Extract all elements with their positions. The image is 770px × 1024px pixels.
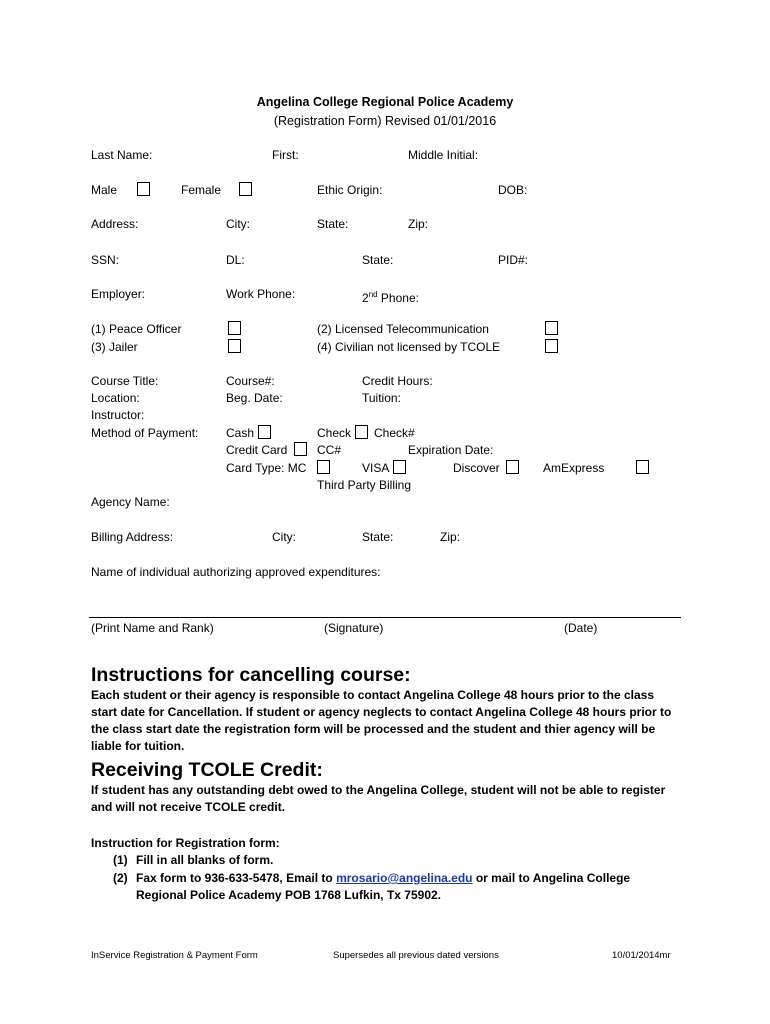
zip-label: Zip:	[408, 217, 429, 231]
ssn-label: SSN:	[91, 253, 120, 267]
dob-label: DOB:	[498, 183, 528, 197]
employer-label: Employer:	[91, 287, 146, 301]
visa-checkbox[interactable]	[393, 460, 406, 474]
peace-officer-label: (1) Peace Officer	[91, 322, 182, 336]
instructor-label: Instructor:	[91, 408, 145, 422]
location-label: Location:	[91, 391, 140, 405]
female-checkbox[interactable]	[239, 182, 252, 196]
billing-address-label: Billing Address:	[91, 530, 174, 544]
form-title: Angelina College Regional Police Academy	[256, 95, 514, 109]
email-link[interactable]: mrosario@angelina.edu	[336, 871, 473, 885]
pid-label: PID#:	[498, 253, 529, 267]
cancel-heading: Instructions for cancelling course:	[91, 664, 411, 686]
instructions-heading: Instruction for Registration form:	[91, 836, 280, 850]
signature-label: (Signature)	[324, 621, 384, 635]
course-title-label: Course Title:	[91, 374, 159, 388]
ethic-origin-label: Ethic Origin:	[317, 183, 383, 197]
tcole-heading: Receiving TCOLE Credit:	[91, 759, 323, 781]
check-checkbox[interactable]	[355, 425, 368, 439]
instruction-step-1: Fill in all blanks of form.	[136, 853, 274, 867]
female-label: Female	[181, 183, 222, 197]
cc-number-label: CC#	[317, 443, 342, 457]
footer-supersedes: Supersedes all previous dated versions	[333, 950, 499, 961]
discover-checkbox[interactable]	[506, 460, 519, 474]
instruction-step-1-number: (1)	[113, 853, 128, 867]
state-label: State:	[317, 217, 349, 231]
beg-date-label: Beg. Date:	[226, 391, 283, 405]
city-label: City:	[226, 217, 250, 231]
jailer-label: (3) Jailer	[91, 340, 138, 354]
billing-state-label: State:	[362, 530, 394, 544]
visa-label: VISA	[362, 461, 390, 475]
billing-city-label: City:	[272, 530, 296, 544]
telecom-label: (2) Licensed Telecommunication	[317, 322, 489, 336]
civilian-checkbox[interactable]	[545, 339, 558, 353]
mc-checkbox[interactable]	[317, 460, 330, 474]
telecom-checkbox[interactable]	[545, 321, 558, 335]
check-number-label: Check#	[374, 426, 415, 440]
date-label: (Date)	[564, 621, 598, 635]
cash-label: Cash	[226, 426, 255, 440]
signature-line	[89, 617, 681, 618]
footer-version: 10/01/2014mr	[612, 950, 671, 961]
cash-checkbox[interactable]	[258, 425, 271, 439]
credit-card-checkbox[interactable]	[294, 442, 307, 456]
amexpress-label: AmExpress	[543, 461, 605, 475]
tuition-label: Tuition:	[362, 391, 401, 405]
first-name-label: First:	[272, 148, 299, 162]
instruction-step-2: Fax form to 936-633-5478, Email to mrosario@angelina.edu or mail to Angelina College	[136, 871, 631, 885]
male-checkbox[interactable]	[137, 182, 150, 196]
instruction-step-2-number: (2)	[113, 871, 128, 885]
last-name-label: Last Name:	[91, 148, 153, 162]
third-party-billing-label: Third Party Billing	[317, 478, 412, 492]
middle-initial-label: Middle Initial:	[408, 148, 479, 162]
course-number-label: Course#:	[226, 374, 275, 388]
footer-form-name: InService Registration & Payment Form	[91, 950, 258, 961]
tcole-body: If student has any outstanding debt owed to the Angelina College, student will not be able to register and will not receive TCOLE credit.	[91, 783, 666, 814]
address-label: Address:	[91, 217, 139, 231]
cancel-body: Each student or their agency is responsible to contact Angelina College 48 hours prior to the class start date for Cancellation. If student or agency neglects to contact Angelina College 48 hours prior to the class start date the registration form will be processed and the student and thier agency will be liable for tuition.	[91, 688, 672, 753]
peace-officer-checkbox[interactable]	[228, 321, 241, 335]
form-subtitle: (Registration Form) Revised 01/01/2016	[273, 114, 497, 128]
expiration-date-label: Expiration Date:	[408, 443, 494, 457]
billing-zip-label: Zip:	[440, 530, 461, 544]
amexpress-checkbox[interactable]	[636, 460, 649, 474]
work-phone-label: Work Phone:	[226, 287, 296, 301]
print-name-label: (Print Name and Rank)	[91, 621, 214, 635]
method-of-payment-label: Method of Payment:	[91, 426, 199, 440]
agency-name-label: Agency Name:	[91, 495, 170, 509]
male-label: Male	[91, 183, 118, 197]
dl-state-label: State:	[362, 253, 394, 267]
authorizing-label: Name of individual authorizing approved expenditures:	[91, 565, 381, 579]
dl-label: DL:	[226, 253, 245, 267]
second-phone-label: 2nd Phone:	[362, 290, 419, 305]
check-label: Check	[317, 426, 352, 440]
discover-label: Discover	[453, 461, 500, 475]
credit-card-label: Credit Card	[226, 443, 288, 457]
jailer-checkbox[interactable]	[228, 339, 241, 353]
credit-hours-label: Credit Hours:	[362, 374, 433, 388]
card-type-label: Card Type: MC	[226, 461, 307, 475]
instruction-step-2-line-2: Regional Police Academy POB 1768 Lufkin, Tx 75902.	[136, 888, 442, 902]
civilian-label: (4) Civilian not licensed by TCOLE	[317, 340, 501, 354]
